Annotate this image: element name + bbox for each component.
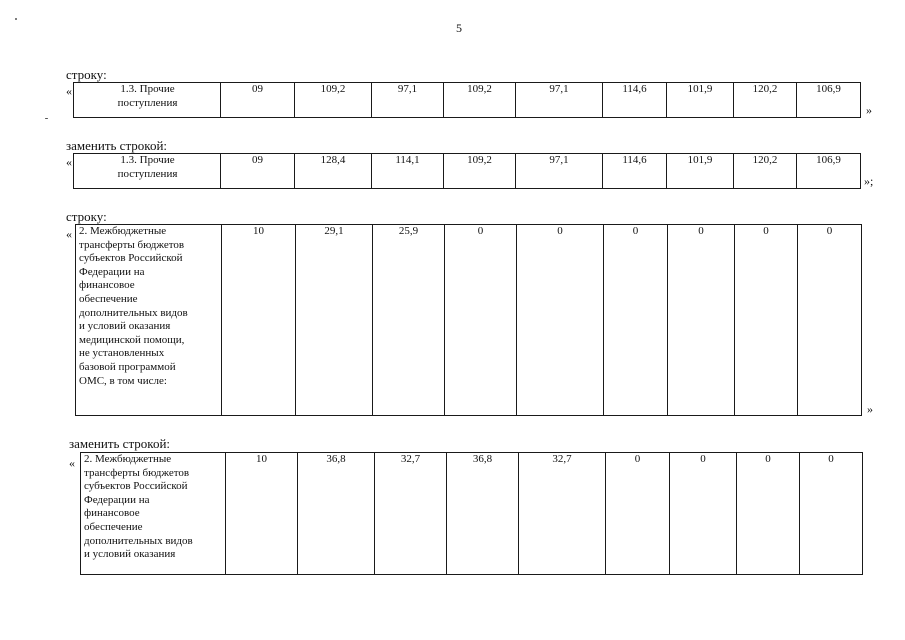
value-cell: 101,9 xyxy=(667,154,734,189)
row-name-line: поступления xyxy=(117,167,178,180)
value-cell: 0 xyxy=(735,225,798,416)
row-name-line: базовой программой xyxy=(79,360,176,373)
row-code-cell: 10 xyxy=(222,225,296,416)
row-name-line: трансферты бюджетов xyxy=(79,238,185,251)
row-name-line: субъектов Российской xyxy=(84,480,188,493)
value-cell: 0 xyxy=(800,453,863,575)
open-quote-1: « xyxy=(66,84,72,98)
value-cell: 114,6 xyxy=(603,154,667,189)
table-row xyxy=(81,453,863,575)
table-row xyxy=(74,154,861,189)
row-name-line: и условий оказания xyxy=(79,320,171,333)
row-name-line: финансовое xyxy=(79,279,135,292)
value-cell: 120,2 xyxy=(734,83,797,118)
row-name-line: финансовое xyxy=(84,507,140,520)
caption-row-2: заменить строкой: xyxy=(66,138,168,153)
table-row-4 xyxy=(80,452,863,575)
row-name-line: 2. Межбюджетные xyxy=(84,453,172,465)
value-cell: 97,1 xyxy=(516,83,603,118)
value-cell: 36,8 xyxy=(447,453,519,575)
value-cell: 106,9 xyxy=(797,154,861,189)
value-cell: 29,1 xyxy=(296,225,373,416)
row-name-line: Федерации на xyxy=(79,265,145,278)
open-quote-2: « xyxy=(66,155,72,169)
row-name-cell xyxy=(76,225,222,416)
value-cell: 97,1 xyxy=(516,154,603,189)
caption-row-1: строку: xyxy=(66,67,107,82)
row-name-cell xyxy=(81,453,226,575)
page-number: 5 xyxy=(456,21,462,35)
value-cell: 106,9 xyxy=(797,83,861,118)
scan-speck-top xyxy=(15,18,17,20)
row-name-line: поступления xyxy=(117,96,178,109)
row-name-line: медицинской помощи, xyxy=(79,333,185,346)
table-row xyxy=(76,225,862,416)
value-cell: 109,2 xyxy=(444,83,516,118)
close-quote-2: »; xyxy=(864,174,874,188)
row-name-line: обеспечение xyxy=(79,292,138,305)
value-cell: 0 xyxy=(604,225,668,416)
row-name-line: не установленных xyxy=(79,347,165,360)
value-cell: 109,2 xyxy=(295,83,372,118)
row-name-line: и условий оказания xyxy=(84,548,176,561)
value-cell: 114,1 xyxy=(372,154,444,189)
row-name-line: дополнительных видов xyxy=(84,534,193,547)
value-cell: 120,2 xyxy=(734,154,797,189)
row-name-line: дополнительных видов xyxy=(79,306,188,319)
row-name-line: субъектов Российской xyxy=(79,252,183,265)
row-name-line: Федерации на xyxy=(84,493,150,506)
open-quote-4: « xyxy=(69,456,75,470)
row-name-line: трансферты бюджетов xyxy=(84,466,190,479)
value-cell: 0 xyxy=(606,453,670,575)
value-cell: 114,6 xyxy=(603,83,667,118)
table-row-3 xyxy=(75,224,862,416)
value-cell: 0 xyxy=(517,225,604,416)
row-name-cell xyxy=(74,83,221,118)
value-cell: 0 xyxy=(798,225,862,416)
value-cell: 36,8 xyxy=(298,453,375,575)
value-cell: 101,9 xyxy=(667,83,734,118)
value-cell: 0 xyxy=(737,453,800,575)
value-cell: 128,4 xyxy=(295,154,372,189)
row-name-line: 1.3. Прочие xyxy=(120,154,175,166)
row-name-line: обеспечение xyxy=(84,520,143,533)
row-code-cell: 09 xyxy=(221,83,295,118)
caption-row-4: заменить строкой: xyxy=(69,436,171,451)
table-row-2 xyxy=(73,153,861,189)
close-quote-3: » xyxy=(867,402,873,416)
row-code-cell: 10 xyxy=(226,453,298,575)
row-name-line: ОМС, в том числе: xyxy=(79,374,167,387)
table-row-1 xyxy=(73,82,861,118)
open-quote-3: « xyxy=(66,227,72,241)
close-quote-1: » xyxy=(866,103,872,117)
row-name-line: 1.3. Прочие xyxy=(120,83,175,95)
value-cell: 32,7 xyxy=(375,453,447,575)
value-cell: 0 xyxy=(668,225,735,416)
value-cell: 32,7 xyxy=(519,453,606,575)
row-name-cell xyxy=(74,154,221,189)
value-cell: 97,1 xyxy=(372,83,444,118)
value-cell: 0 xyxy=(670,453,737,575)
caption-row-3: строку: xyxy=(66,209,107,224)
value-cell: 25,9 xyxy=(373,225,445,416)
row-name-line: 2. Межбюджетные xyxy=(79,225,167,237)
scan-speck-left xyxy=(45,118,48,119)
value-cell: 0 xyxy=(445,225,517,416)
table-row xyxy=(74,83,861,118)
value-cell: 109,2 xyxy=(444,154,516,189)
row-code-cell: 09 xyxy=(221,154,295,189)
